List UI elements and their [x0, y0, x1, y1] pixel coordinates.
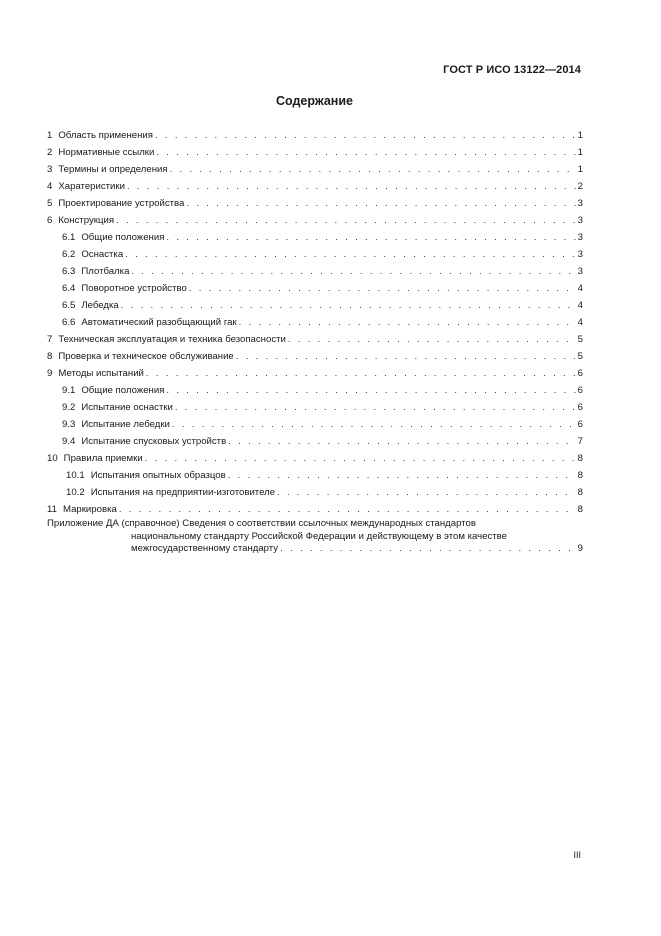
toc-entry-title: Общие положения — [81, 232, 165, 243]
toc-leader-dots — [121, 300, 576, 312]
toc-leader-dots — [172, 419, 576, 431]
toc-leader-dots — [125, 249, 575, 261]
toc-entry-number: 10.2 — [66, 487, 85, 498]
toc-entry-page: 1 — [577, 164, 583, 175]
toc-entry-10[interactable] — [47, 448, 583, 465]
toc-leader-dots — [239, 317, 576, 329]
appendix-title-line1: Приложение ДА (справочное) Сведения о соответствии ссылочных международных стандартов — [47, 518, 476, 529]
toc-entry-number: 5 — [47, 198, 53, 209]
toc-entry-page: 5 — [577, 334, 583, 345]
toc-leader-dots — [228, 470, 576, 482]
toc-entry-title: Испытания на предприятии-изготовителе — [90, 487, 276, 498]
toc-entry-number: 9.3 — [62, 419, 76, 430]
toc-entry-7[interactable] — [47, 329, 583, 346]
toc-entry-page: 3 — [577, 232, 583, 243]
toc-entry-title: Нормативные ссылки — [58, 147, 155, 158]
toc-entry-page: 4 — [577, 300, 583, 311]
document-code: ГОСТ Р ИСО 13122—2014 — [443, 64, 581, 76]
toc-entry-number: 4 — [47, 181, 53, 192]
toc-entry-title: Поворотное устройство — [81, 283, 187, 294]
toc-leader-dots — [166, 232, 575, 244]
toc-entry-4[interactable] — [47, 176, 583, 193]
toc-entry-number: 7 — [47, 334, 53, 345]
toc-entry-page: 3 — [577, 266, 583, 277]
toc-leader-dots — [186, 198, 575, 210]
toc-entry-title: Методы испытаний — [58, 368, 144, 379]
toc-entry-title: Правила приемки — [63, 453, 143, 464]
toc-entry-6-1[interactable] — [47, 227, 583, 244]
toc-entry-page: 8 — [577, 470, 583, 481]
appendix-title-line3: межгосударственному стандарту — [131, 543, 279, 554]
toc-entry-number: 1 — [47, 130, 53, 141]
table-of-contents — [47, 125, 583, 556]
toc-entry-number: 9.4 — [62, 436, 76, 447]
toc-entry-2[interactable] — [47, 142, 583, 159]
toc-entry-title: Проверка и техническое обслуживание — [58, 351, 234, 362]
toc-leader-dots — [228, 436, 575, 448]
toc-entry-page: 4 — [577, 283, 583, 294]
toc-entry-6-4[interactable] — [47, 278, 583, 295]
toc-leader-dots — [170, 164, 576, 176]
toc-entry-8[interactable] — [47, 346, 583, 363]
toc-entry-6[interactable] — [47, 210, 583, 227]
toc-leader-dots — [119, 504, 576, 516]
toc-leader-dots — [175, 402, 576, 414]
toc-leader-dots — [280, 543, 576, 556]
toc-entry-page: 6 — [577, 368, 583, 379]
toc-leader-dots — [145, 453, 576, 465]
page-number: III — [573, 850, 581, 860]
toc-entry-number: 8 — [47, 351, 53, 362]
toc-entry-9[interactable] — [47, 363, 583, 380]
toc-entry-1[interactable] — [47, 125, 583, 142]
toc-entry-6-6[interactable] — [47, 312, 583, 329]
toc-entry-number: 6.1 — [62, 232, 76, 243]
toc-entry-number: 9.2 — [62, 402, 76, 413]
toc-entry-9-2[interactable] — [47, 397, 583, 414]
toc-entry-number: 11 — [47, 504, 57, 515]
toc-entry-page: 6 — [577, 385, 583, 396]
toc-entry-appendix[interactable] — [47, 518, 583, 556]
toc-entry-title: Испытание оснастки — [81, 402, 173, 413]
toc-leader-dots — [146, 368, 576, 380]
toc-entry-number: 2 — [47, 147, 53, 158]
toc-entry-title: Оснастка — [81, 249, 124, 260]
toc-leader-dots — [166, 385, 575, 397]
toc-entry-page: 9 — [577, 543, 583, 554]
toc-entry-title: Общие положения — [81, 385, 165, 396]
toc-leader-dots — [189, 283, 576, 295]
toc-entry-10-1[interactable] — [47, 465, 583, 482]
toc-entry-number: 10.1 — [66, 470, 85, 481]
toc-entry-5[interactable] — [47, 193, 583, 210]
toc-leader-dots — [236, 351, 576, 363]
toc-entry-number: 6.4 — [62, 283, 76, 294]
toc-entry-title: Конструкция — [58, 215, 115, 226]
toc-entry-title: Техническая эксплуатация и техника безопасности — [58, 334, 286, 345]
toc-entry-10-2[interactable] — [47, 482, 583, 499]
toc-entry-page: 3 — [577, 215, 583, 226]
toc-entry-page: 8 — [577, 504, 583, 515]
toc-entry-page: 8 — [577, 487, 583, 498]
toc-entry-title: Харатеристики — [58, 181, 125, 192]
toc-entry-title: Испытание лебедки — [81, 419, 170, 430]
toc-entry-page: 6 — [577, 419, 583, 430]
toc-leader-dots — [155, 130, 576, 142]
toc-entry-6-2[interactable] — [47, 244, 583, 261]
toc-leader-dots — [288, 334, 576, 346]
toc-entry-page: 4 — [577, 317, 583, 328]
toc-entry-title: Плотбалка — [81, 266, 130, 277]
toc-entry-9-1[interactable] — [47, 380, 583, 397]
toc-entry-page: 2 — [577, 181, 583, 192]
toc-entry-page: 1 — [577, 130, 583, 141]
toc-leader-dots — [277, 487, 576, 499]
toc-entry-9-4[interactable] — [47, 431, 583, 448]
toc-entry-title: Испытания опытных образцов — [90, 470, 226, 481]
toc-entry-page: 7 — [577, 436, 583, 447]
toc-entry-title: Проектирование устройства — [58, 198, 185, 209]
toc-entry-number: 3 — [47, 164, 53, 175]
toc-entry-title: Лебедка — [81, 300, 119, 311]
toc-entry-page: 3 — [577, 249, 583, 260]
toc-entry-number: 6 — [47, 215, 53, 226]
toc-title: Содержание — [275, 94, 353, 108]
toc-entry-number: 6.3 — [62, 266, 76, 277]
toc-entry-title: Испытание спусковых устройств — [81, 436, 227, 447]
toc-entry-11[interactable] — [47, 499, 583, 516]
toc-leader-dots — [116, 215, 576, 227]
toc-leader-dots — [131, 266, 575, 278]
toc-entry-number: 6.5 — [62, 300, 76, 311]
toc-entry-number: 6.2 — [62, 249, 76, 260]
toc-leader-dots — [156, 147, 575, 159]
toc-entry-title: Область применения — [58, 130, 153, 141]
toc-entry-number: 10 — [47, 453, 58, 464]
toc-entry-page: 6 — [577, 402, 583, 413]
toc-entry-page: 8 — [577, 453, 583, 464]
toc-entry-9-3[interactable] — [47, 414, 583, 431]
toc-entry-number: 6.6 — [62, 317, 76, 328]
toc-entry-number: 9 — [47, 368, 53, 379]
appendix-title-line2: национальному стандарту Российской Федерации и действующему в этом качестве — [131, 530, 507, 542]
toc-entry-title: Маркировка — [62, 504, 117, 515]
toc-entry-page: 1 — [577, 147, 583, 158]
toc-entry-page: 3 — [577, 198, 583, 209]
toc-entry-title: Автоматический разобщающий гак — [81, 317, 237, 328]
toc-entry-title: Термины и определения — [58, 164, 168, 175]
appendix-title-last-line — [47, 543, 583, 556]
toc-entry-6-5[interactable] — [47, 295, 583, 312]
toc-entry-3[interactable] — [47, 159, 583, 176]
toc-leader-dots — [127, 181, 576, 193]
toc-entry-number: 9.1 — [62, 385, 76, 396]
toc-entry-page: 5 — [577, 351, 583, 362]
toc-entry-6-3[interactable] — [47, 261, 583, 278]
